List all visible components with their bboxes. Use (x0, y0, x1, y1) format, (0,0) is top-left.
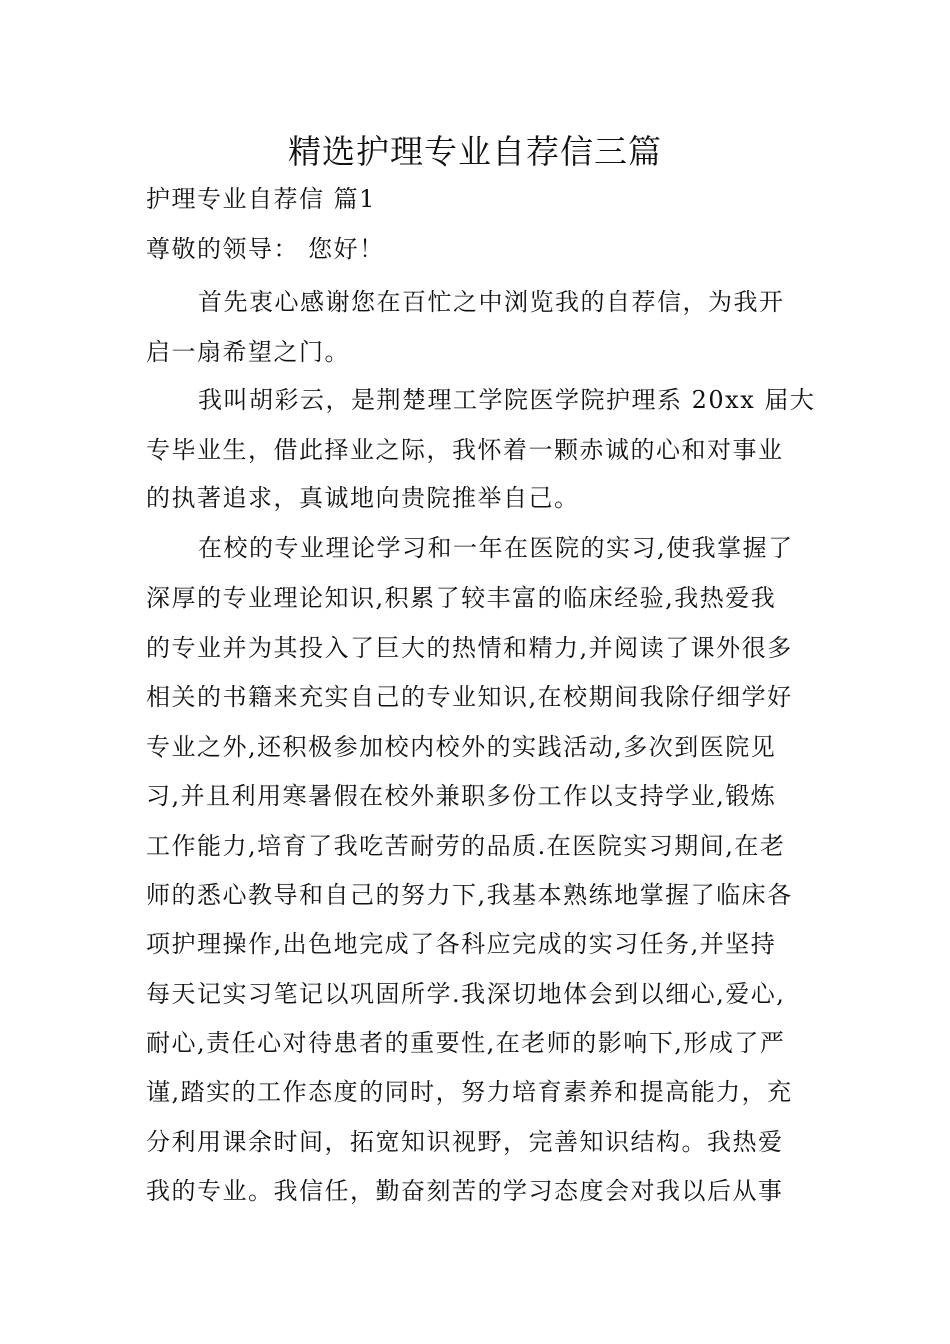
salutation: 尊敬的领导： 您好！ (146, 235, 385, 263)
paragraph-line: 谨,踏实的工作态度的同时，努力培育素养和提高能力，充 (146, 1078, 793, 1106)
paragraph-line: 相关的书籍来充实自己的专业知识,在校期间我除仔细学好 (146, 683, 793, 711)
paragraph-line: 深厚的专业理论知识,积累了较丰富的临床经验,我热爱我 (146, 584, 777, 612)
paragraph-line: 习,并且利用寒暑假在校外兼职多份工作以支持学业,锻炼 (146, 782, 777, 810)
paragraph-line: 工作能力,培育了我吃苦耐劳的品质.在医院实习期间,在老 (146, 832, 786, 860)
section-heading: 护理专业自荐信 篇1 (146, 185, 376, 213)
paragraph-line: 分利用课余时间，拓宽知识视野，完善知识结构。我热爱 (146, 1128, 784, 1156)
paragraph-line: 耐心,责任心对待患者的重要性,在老师的影响下,形成了严 (146, 1029, 786, 1057)
paragraph-line: 专业之外,还积极参加校内校外的实践活动,多次到医院见 (146, 733, 777, 761)
paragraph-line: 首先衷心感谢您在百忙之中浏览我的自荐信，为我开 (198, 288, 785, 316)
paragraph-line: 启一扇希望之门。 (146, 338, 350, 366)
paragraph-line: 的专业并为其投入了巨大的热情和精力,并阅读了课外很多 (146, 634, 793, 662)
paragraph-line: 我的专业。我信任，勤奋刻苦的学习态度会对我以后从事 (146, 1177, 784, 1205)
paragraph-line: 专毕业生，借此择业之际，我怀着一颗赤诚的心和对事业 (146, 436, 784, 464)
paragraph-line: 在校的专业理论学习和一年在医院的实习,使我掌握了 (198, 534, 794, 562)
paragraph-line: 项护理操作,出色地完成了各科应完成的实习任务,并坚持 (146, 930, 777, 958)
paragraph-line: 师的悉心教导和自己的努力下,我基本熟练地掌握了临床各 (146, 881, 793, 909)
paragraph-line: 每天记实习笔记以巩固所学.我深切地体会到以细心,爱心, (146, 980, 786, 1008)
paragraph-line: 我叫胡彩云，是荆楚理工学院医学院护理系 20xx 届大 (198, 386, 816, 414)
paragraph-line: 的执著追求，真诚地向贵院推举自己。 (146, 484, 580, 512)
document-title: 精选护理专业自荐信三篇 (288, 132, 662, 171)
